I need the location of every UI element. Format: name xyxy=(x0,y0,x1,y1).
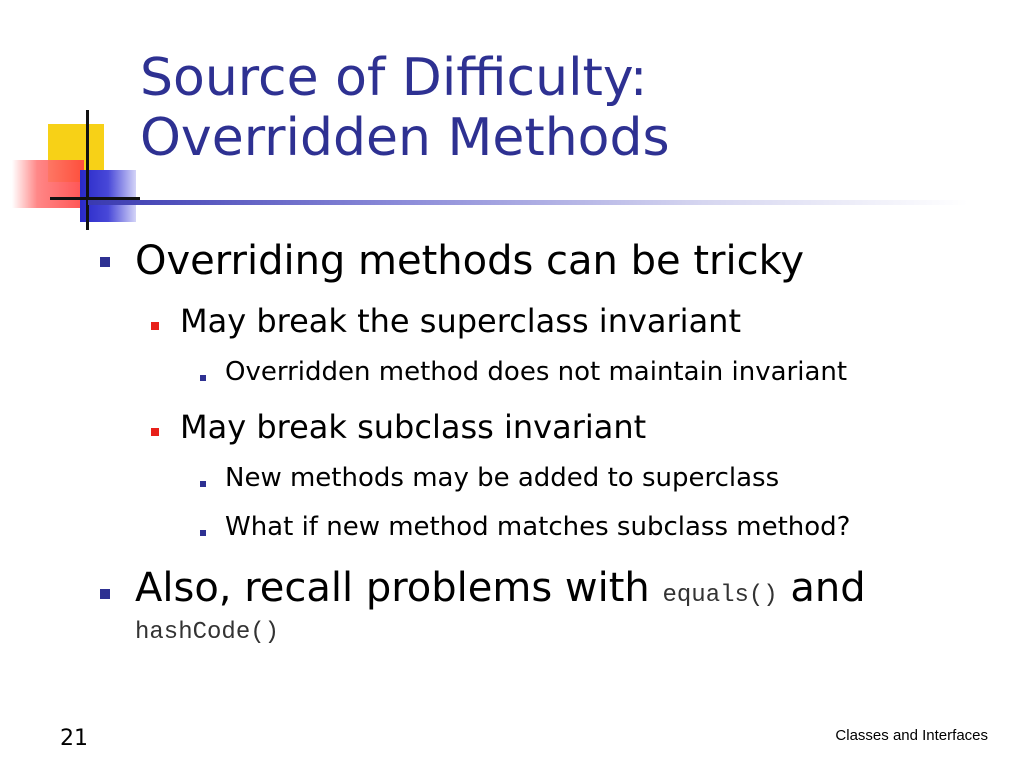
slide-title-line-2: Overridden Methods xyxy=(140,108,670,168)
slide-title-line-1: Source of Difficulty: xyxy=(140,48,648,108)
bullet-level1-text: Overriding methods can be tricky xyxy=(135,238,804,284)
bullet-marker-level3 xyxy=(200,530,206,536)
bullet-marker-level1 xyxy=(100,257,110,267)
bullet-marker-level3 xyxy=(200,481,206,487)
logo-red-square xyxy=(12,160,84,208)
bullet-level3-text: What if new method matches subclass method? xyxy=(225,512,851,542)
code-hashcode: hashCode() xyxy=(135,619,280,646)
bullet-marker-level2 xyxy=(151,322,159,330)
bullet-level2-text: May break subclass invariant xyxy=(180,408,647,446)
logo-vertical-line xyxy=(86,110,89,230)
bullet-text: Also, recall problems with xyxy=(135,565,650,611)
bullet-text-and: and xyxy=(790,565,866,611)
bullet-marker-level1 xyxy=(100,589,110,599)
bullet-marker-level3 xyxy=(200,375,206,381)
bullet-level3-text: Overridden method does not maintain invariant xyxy=(225,357,848,387)
bullet-level1-text-with-code xyxy=(135,565,866,611)
footer-title: Classes and Interfaces xyxy=(835,727,988,744)
code-equals: equals() xyxy=(662,582,778,609)
bullet-level3-text: New methods may be added to superclass xyxy=(225,463,780,493)
slide-title xyxy=(140,48,670,168)
title-underline-rule xyxy=(88,200,968,205)
bullet-level2-text: May break the superclass invariant xyxy=(180,302,741,340)
bullet-marker-level2 xyxy=(151,428,159,436)
slide-number: 21 xyxy=(60,726,88,751)
